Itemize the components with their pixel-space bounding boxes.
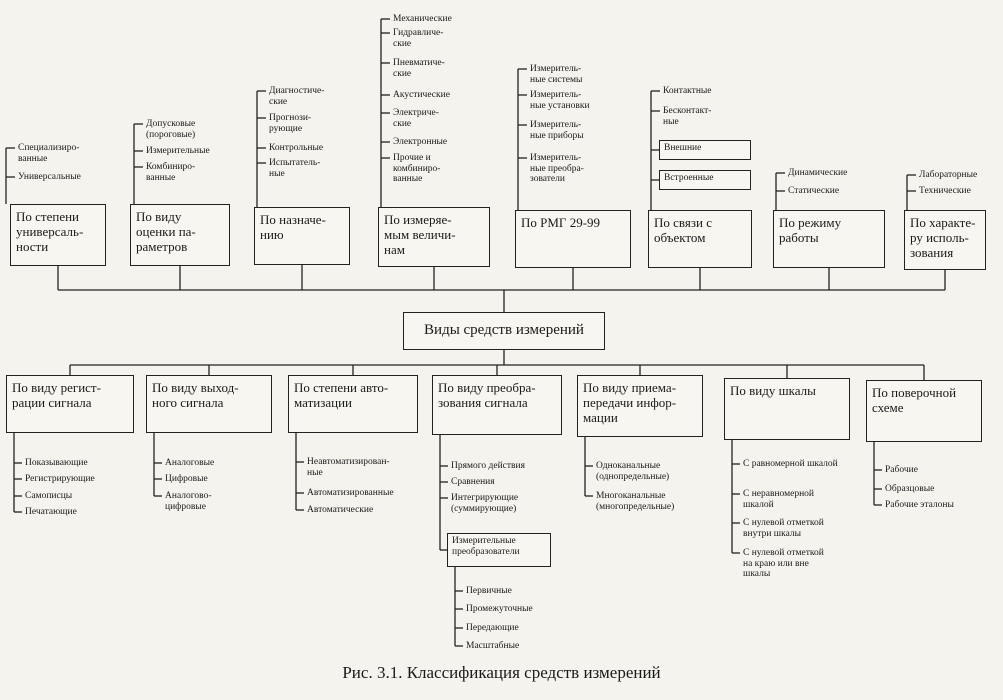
bottom-item: Показывающие (25, 458, 88, 468)
top-item: Допусковые (пороговые) (146, 119, 196, 140)
bottom-item: Образцовые (885, 484, 935, 494)
top-item: Динамические (788, 168, 848, 178)
bottom-item: Автоматизированные (307, 488, 394, 498)
top-item: Специализиро- ванные (18, 143, 80, 164)
figure-caption: Рис. 3.1. Классификация средств измерений (342, 663, 661, 682)
top-item: Механические (393, 14, 452, 24)
bottom-subitem: Масштабные (466, 641, 520, 651)
bottom-item: С неравномерной шкалой (743, 489, 815, 510)
bottom-item: Прямого действия (451, 461, 525, 471)
top-category-1: По степени универсаль- ности (10, 204, 106, 266)
bottom-subitem: Передающие (466, 623, 519, 633)
bottom-item: Рабочие (885, 465, 918, 475)
top-item: Пневматиче- ские (393, 58, 445, 79)
top-item: Лабораторные (919, 170, 978, 180)
bottom-item: Сравнения (451, 477, 495, 487)
top-item: Акустические (393, 90, 450, 100)
top-subbox: Встроенные (659, 170, 751, 190)
top-item: Статические (788, 186, 840, 196)
top-item: Прочие и комбиниро- ванные (393, 153, 441, 184)
bottom-category-3: По степени авто- матизации (288, 375, 418, 433)
top-item: Электронные (393, 137, 448, 147)
top-item: Измеритель- ные приборы (530, 120, 584, 141)
top-category-4: По измеряе- мым величи- нам (378, 207, 490, 267)
bottom-item: Многоканальные (многопредельные) (596, 491, 675, 512)
bottom-item: Интегрирующие (суммирующие) (451, 493, 519, 514)
bottom-category-5: По виду приема- передачи инфор- мации (577, 375, 703, 437)
top-item: Универсальные (18, 172, 81, 182)
bottom-category-4: По виду преобра- зования сигнала (432, 375, 562, 435)
bottom-item: С нулевой отметкой на краю или вне шкалы (743, 548, 824, 579)
bottom-item: Аналоговые (165, 458, 215, 468)
bottom-category-2: По виду выход- ного сигнала (146, 375, 272, 433)
top-item: Измеритель- ные преобра- зователи (530, 153, 584, 184)
top-item: Контактные (663, 86, 712, 96)
top-item: Диагностиче- ские (269, 86, 325, 107)
bottom-subitem: Промежуточные (466, 604, 533, 614)
top-category-5: По РМГ 29-99 (515, 210, 631, 268)
bottom-item: Автоматические (307, 505, 374, 515)
top-item: Контрольные (269, 143, 324, 153)
top-category-7: По режиму работы (773, 210, 885, 268)
bottom-subitem: Первичные (466, 586, 512, 596)
top-item: Электриче- ские (393, 108, 439, 129)
bottom-item: Печатающие (25, 507, 77, 517)
bottom-item: Рабочие эталоны (885, 500, 954, 510)
top-item: Прогнози- рующие (269, 113, 312, 134)
top-item: Измеритель- ные системы (530, 64, 583, 85)
bottom-category-7: По поверочной схеме (866, 380, 982, 442)
bottom-item: Неавтоматизирован- ные (307, 457, 390, 478)
top-item: Гидравличе- ские (393, 28, 444, 49)
top-item: Измерительные (146, 146, 210, 156)
bottom-item: Регистрирующие (25, 474, 95, 484)
top-item: Комбиниро- ванные (146, 162, 196, 183)
top-category-8: По характе- ру исполь- зования (904, 210, 986, 270)
top-item: Технические (919, 186, 971, 196)
bottom-category-6: По виду шкалы (724, 378, 850, 440)
bottom-category-1: По виду регист- рации сигнала (6, 375, 134, 433)
bottom-item: Аналогово- цифровые (165, 491, 212, 512)
root-node: Виды средств измерений (403, 312, 605, 350)
bottom-item: Одноканальные (однопредельные) (596, 461, 670, 482)
top-subbox: Внешние (659, 140, 751, 160)
bottom-item: С нулевой отметкой внутри шкалы (743, 518, 824, 539)
top-item: Бесконтакт- ные (663, 106, 712, 127)
bottom-item: С равномерной шкалой (743, 459, 838, 469)
top-category-3: По назначе- нию (254, 207, 350, 265)
top-item: Испытатель- ные (269, 158, 321, 179)
bottom-subbox: Измерительные преобразователи (447, 533, 551, 567)
top-category-6: По связи с объектом (648, 210, 752, 268)
top-category-2: По виду оценки па- раметров (130, 204, 230, 266)
top-item: Измеритель- ные установки (530, 90, 590, 111)
bottom-item: Самописцы (25, 491, 73, 501)
bottom-item: Цифровые (165, 474, 208, 484)
